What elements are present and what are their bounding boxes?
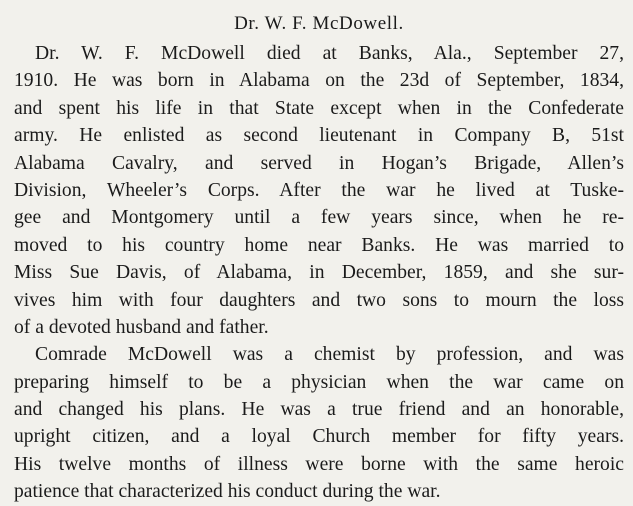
text-line: and spent his life in that State except when in the Confederate [14,97,624,119]
text-line: Dr. W. F. McDowell died at Banks, Ala., September 27, [35,43,624,64]
text-line: 1910. He was born in Alabama on the 23d of September, 1834, [14,70,624,92]
text-line: Alabama Cavalry, and served in Hogan’s Brigade, Allen’s [14,152,624,174]
text-line: army. He enlisted as second lieutenant in Company B, 51st [14,125,624,147]
text-line: of a devoted husband and father. [14,316,269,338]
text-line: Miss Sue Davis, of Alabama, in December, 1859, and she sur- [14,262,624,284]
paragraph-1 [14,40,624,341]
paragraph-2 [14,341,624,505]
text-line: patience that characterized his conduct during the war. [14,481,441,503]
text-line: upright citizen, and a loyal Church member for fifty years. [14,426,624,448]
text-line: preparing himself to be a physician when the war came on [14,371,624,393]
text-line: His twelve months of illness were borne with the same heroic [14,453,624,475]
document-page [14,12,624,503]
text-line: gee and Montgomery until a few years since, when he re- [14,207,624,229]
text-line: Division, Wheeler’s Corps. After the war he lived at Tuske- [14,179,624,201]
text-line: moved to his country home near Banks. He was married to [14,234,624,256]
text-line: Comrade McDowell was a chemist by profession, and was [35,344,624,366]
text-line: vives him with four daughters and two sons to mourn the loss [14,289,624,311]
article-title: Dr. W. F. McDowell. [234,13,404,34]
text-line: and changed his plans. He was a true friend and an honorable, [14,399,624,421]
